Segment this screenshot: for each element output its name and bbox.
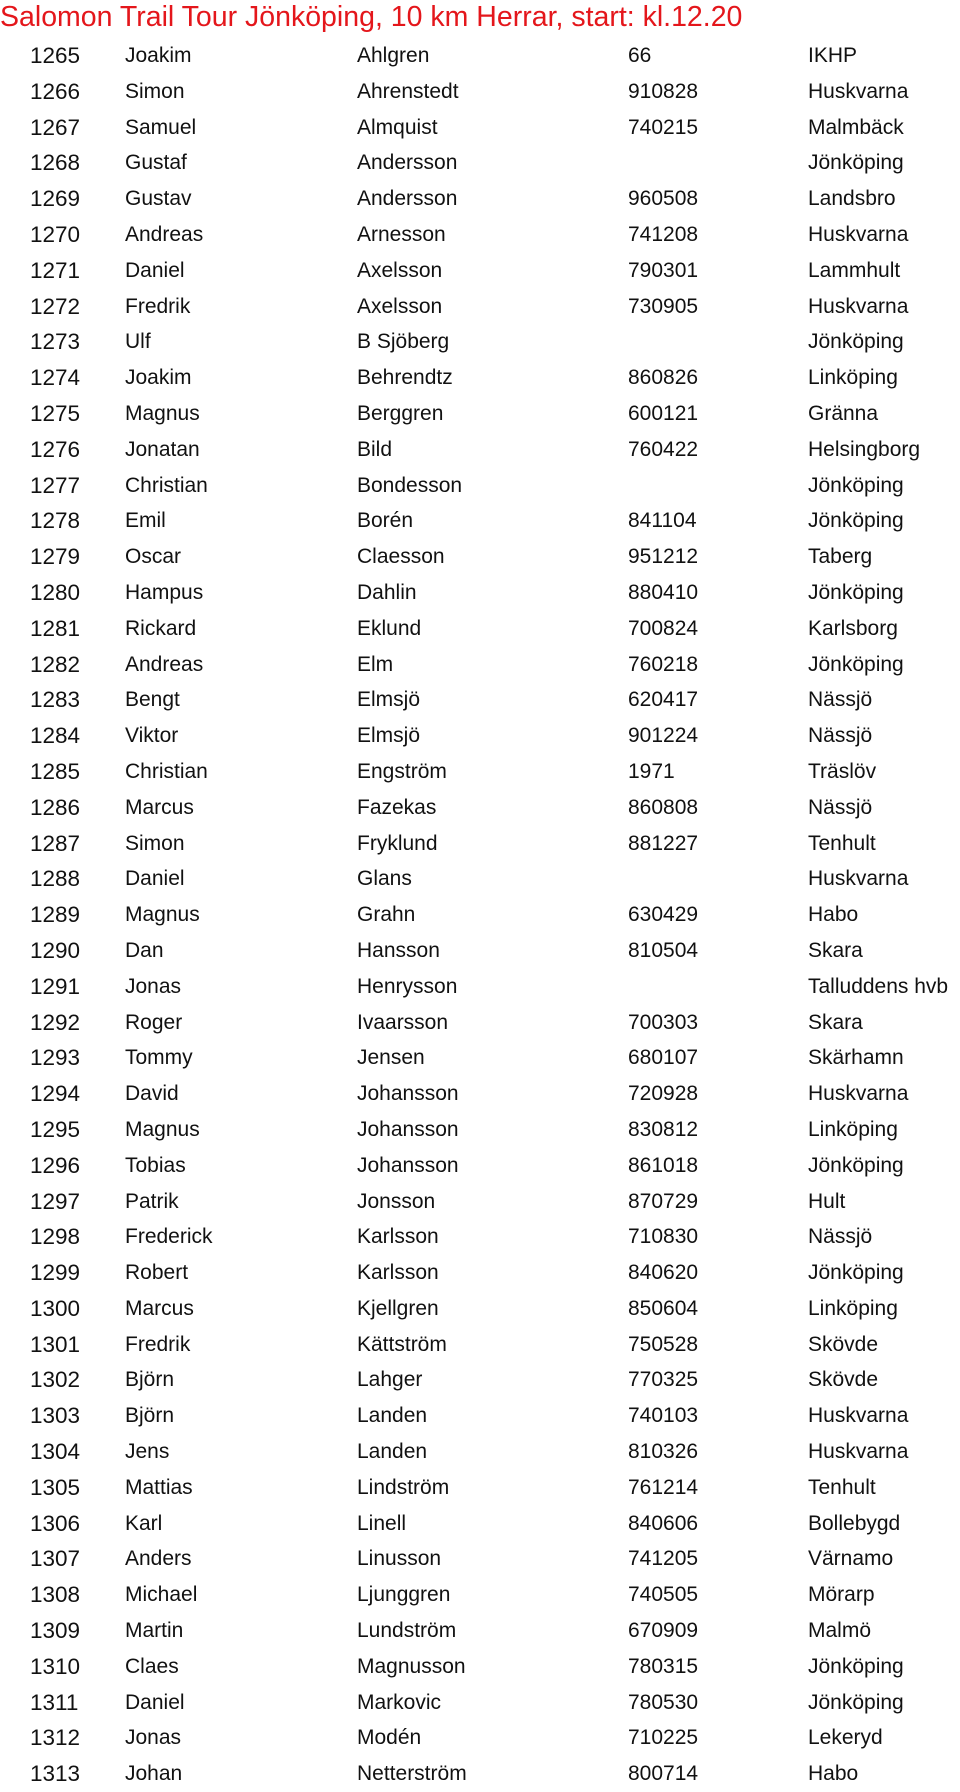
start-number: 1293 [30, 1045, 81, 1071]
participant-row [0, 861, 960, 897]
last-name: Dahlin [357, 580, 417, 604]
birth-date: 780530 [628, 1690, 699, 1714]
last-name: Johansson [357, 1117, 459, 1141]
last-name: Berggren [357, 401, 444, 425]
birth-date: 840606 [628, 1511, 699, 1535]
first-name: Hampus [125, 580, 204, 604]
last-name: Kjellgren [357, 1296, 439, 1320]
start-number: 1302 [30, 1367, 81, 1393]
club-name: Nässjö [808, 795, 873, 819]
participant-row [0, 289, 960, 325]
start-number: 1270 [30, 221, 81, 247]
participant-row [0, 969, 960, 1005]
first-name: Fredrik [125, 1332, 191, 1356]
last-name: Jensen [357, 1046, 425, 1070]
birth-date: 741205 [628, 1547, 699, 1571]
club-name: Skara [808, 1010, 863, 1034]
start-number: 1298 [30, 1224, 81, 1250]
birth-date: 880410 [628, 580, 699, 604]
club-name: Skövde [808, 1332, 879, 1356]
birth-date: 790301 [628, 258, 699, 282]
participant-row [0, 718, 960, 754]
first-name: Jonas [125, 1726, 182, 1750]
birth-date: 620417 [628, 688, 699, 712]
first-name: Fredrik [125, 294, 191, 318]
last-name: Johansson [357, 1082, 459, 1106]
club-name: Träslöv [808, 759, 877, 783]
first-name: Claes [125, 1654, 179, 1678]
start-number: 1313 [30, 1761, 81, 1787]
participant-row [0, 1649, 960, 1685]
club-name: Linköping [808, 366, 898, 390]
participant-row [0, 1112, 960, 1148]
first-name: Jonatan [125, 437, 200, 461]
first-name: Bengt [125, 688, 180, 712]
last-name: Ahrenstedt [357, 79, 459, 103]
club-name: Jönköping [808, 1153, 904, 1177]
club-name: Habo [808, 1762, 859, 1786]
club-name: Jönköping [808, 473, 904, 497]
last-name: Elmsjö [357, 688, 421, 712]
last-name: Claesson [357, 545, 445, 569]
club-name: Nässjö [808, 1225, 873, 1249]
last-name: Landen [357, 1440, 428, 1464]
start-number: 1308 [30, 1582, 81, 1608]
first-name: Roger [125, 1010, 183, 1034]
club-name: Huskvarna [808, 867, 909, 891]
start-number: 1282 [30, 651, 81, 677]
last-name: Karlsson [357, 1261, 439, 1285]
club-name: Jönköping [808, 330, 904, 354]
birth-date: 881227 [628, 831, 699, 855]
participant-list [0, 38, 960, 1792]
last-name: Netterström [357, 1762, 467, 1786]
club-name: Jönköping [808, 1261, 904, 1285]
club-name: Skärhamn [808, 1046, 904, 1070]
club-name: Huskvarna [808, 222, 909, 246]
start-number: 1276 [30, 436, 81, 462]
start-number: 1303 [30, 1403, 81, 1429]
start-number: 1299 [30, 1260, 81, 1286]
start-number: 1267 [30, 114, 81, 140]
participant-row [0, 826, 960, 862]
participant-row [0, 682, 960, 718]
first-name: Martin [125, 1619, 184, 1643]
club-name: Gränna [808, 401, 879, 425]
last-name: B Sjöberg [357, 330, 450, 354]
last-name: Ljunggren [357, 1583, 451, 1607]
start-number: 1278 [30, 508, 81, 534]
participant-row [0, 575, 960, 611]
last-name: Almquist [357, 115, 438, 139]
last-name: Johansson [357, 1153, 459, 1177]
participant-row [0, 1685, 960, 1721]
club-name: Jönköping [808, 652, 904, 676]
first-name: Andreas [125, 222, 204, 246]
birth-date: 810326 [628, 1440, 699, 1464]
club-name: Skara [808, 938, 863, 962]
last-name: Borén [357, 509, 414, 533]
birth-date: 750528 [628, 1332, 699, 1356]
start-number: 1296 [30, 1152, 81, 1178]
first-name: Simon [125, 831, 185, 855]
start-number: 1294 [30, 1081, 81, 1107]
last-name: Modén [357, 1726, 422, 1750]
birth-date: 810504 [628, 938, 699, 962]
participant-row [0, 396, 960, 432]
first-name: Rickard [125, 616, 197, 640]
start-number: 1280 [30, 579, 81, 605]
last-name: Engström [357, 759, 447, 783]
participant-row [0, 1613, 960, 1649]
last-name: Lindström [357, 1475, 450, 1499]
first-name: Christian [125, 473, 208, 497]
birth-date: 710225 [628, 1726, 699, 1750]
first-name: David [125, 1082, 179, 1106]
first-name: Karl [125, 1511, 163, 1535]
birth-date: 680107 [628, 1046, 699, 1070]
participant-row [0, 897, 960, 933]
participant-row [0, 324, 960, 360]
start-number: 1283 [30, 687, 81, 713]
start-number: 1288 [30, 866, 81, 892]
last-name: Elmsjö [357, 724, 421, 748]
participant-row [0, 1541, 960, 1577]
start-number: 1272 [30, 293, 81, 319]
first-name: Magnus [125, 903, 200, 927]
start-number: 1268 [30, 150, 81, 176]
start-number: 1311 [30, 1689, 79, 1715]
start-number: 1304 [30, 1439, 81, 1465]
first-name: Björn [125, 1368, 175, 1392]
first-name: Dan [125, 938, 164, 962]
start-number: 1284 [30, 723, 81, 749]
club-name: Huskvarna [808, 1404, 909, 1428]
birth-date: 600121 [628, 401, 699, 425]
club-name: Huskvarna [808, 294, 909, 318]
participant-row [0, 253, 960, 289]
participant-row [0, 1148, 960, 1184]
birth-date: 770325 [628, 1368, 699, 1392]
last-name: Andersson [357, 151, 458, 175]
birth-date: 910828 [628, 79, 699, 103]
participant-row [0, 1506, 960, 1542]
first-name: Gustav [125, 187, 192, 211]
club-name: Helsingborg [808, 437, 921, 461]
first-name: Patrik [125, 1189, 179, 1213]
start-number: 1277 [30, 472, 81, 498]
start-number: 1297 [30, 1188, 81, 1214]
club-name: Huskvarna [808, 79, 909, 103]
club-name: Taberg [808, 545, 873, 569]
participant-row [0, 1756, 960, 1792]
club-name: Jönköping [808, 1654, 904, 1678]
start-number: 1279 [30, 544, 81, 570]
club-name: Huskvarna [808, 1082, 909, 1106]
birth-date: 760218 [628, 652, 699, 676]
club-name: Tenhult [808, 831, 876, 855]
birth-date: 66 [628, 44, 652, 67]
birth-date: 670909 [628, 1619, 699, 1643]
first-name: Christian [125, 759, 208, 783]
birth-date: 780315 [628, 1654, 699, 1678]
participant-row [0, 754, 960, 790]
club-name: Värnamo [808, 1547, 894, 1571]
last-name: Ahlgren [357, 44, 430, 67]
start-number: 1274 [30, 365, 81, 391]
club-name: Jönköping [808, 580, 904, 604]
participant-row [0, 110, 960, 146]
last-name: Grahn [357, 903, 416, 927]
birth-date: 860808 [628, 795, 699, 819]
last-name: Lahger [357, 1368, 423, 1392]
participant-row [0, 1184, 960, 1220]
start-number: 1301 [30, 1331, 81, 1357]
last-name: Bild [357, 437, 393, 461]
last-name: Henrysson [357, 974, 458, 998]
start-number: 1295 [30, 1116, 81, 1142]
first-name: Gustaf [125, 151, 187, 175]
club-name: Malmö [808, 1619, 872, 1643]
last-name: Axelsson [357, 258, 443, 282]
club-name: Huskvarna [808, 1440, 909, 1464]
participant-row [0, 145, 960, 181]
last-name: Linell [357, 1511, 407, 1535]
last-name: Linusson [357, 1547, 442, 1571]
first-name: Robert [125, 1261, 189, 1285]
birth-date: 840620 [628, 1261, 699, 1285]
last-name: Jonsson [357, 1189, 436, 1213]
birth-date: 861018 [628, 1153, 699, 1177]
birth-date: 761214 [628, 1475, 699, 1499]
participant-row [0, 1076, 960, 1112]
first-name: Mattias [125, 1475, 193, 1499]
club-name: Talluddens hvb [808, 974, 949, 998]
participant-row [0, 790, 960, 826]
last-name: Ivaarsson [357, 1010, 449, 1034]
last-name: Hansson [357, 938, 440, 962]
last-name: Eklund [357, 616, 422, 640]
participant-row [0, 1005, 960, 1041]
first-name: Joakim [125, 44, 192, 67]
start-number: 1275 [30, 400, 81, 426]
start-number: 1273 [30, 329, 81, 355]
club-name: Jönköping [808, 509, 904, 533]
first-name: Daniel [125, 867, 185, 891]
first-name: Magnus [125, 401, 200, 425]
participant-row [0, 1291, 960, 1327]
participant-row [0, 432, 960, 468]
participant-row [0, 933, 960, 969]
club-name: Nässjö [808, 724, 873, 748]
participant-row [0, 1255, 960, 1291]
club-name: Hult [808, 1189, 846, 1213]
first-name: Michael [125, 1583, 198, 1607]
club-name: Tenhult [808, 1475, 876, 1499]
birth-date: 841104 [628, 509, 697, 533]
birth-date: 830812 [628, 1117, 699, 1141]
club-name: Lekeryd [808, 1726, 883, 1750]
participant-row [0, 217, 960, 253]
birth-date: 860826 [628, 366, 699, 390]
participant-row [0, 611, 960, 647]
first-name: Marcus [125, 1296, 194, 1320]
first-name: Ulf [125, 330, 151, 354]
club-name: Nässjö [808, 688, 873, 712]
last-name: Bondesson [357, 473, 463, 497]
start-number: 1300 [30, 1295, 81, 1321]
birth-date: 960508 [628, 187, 699, 211]
first-name: Tommy [125, 1046, 193, 1070]
first-name: Björn [125, 1404, 175, 1428]
first-name: Jens [125, 1440, 170, 1464]
start-number: 1265 [30, 43, 81, 68]
club-name: Skövde [808, 1368, 879, 1392]
participant-row [0, 1398, 960, 1434]
birth-date: 870729 [628, 1189, 699, 1213]
club-name: Malmbäck [808, 115, 904, 139]
club-name: Mörarp [808, 1583, 875, 1607]
club-name: Landsbro [808, 187, 896, 211]
birth-date: 730905 [628, 294, 699, 318]
last-name: Fazekas [357, 795, 437, 819]
first-name: Daniel [125, 1690, 185, 1714]
club-name: Linköping [808, 1296, 898, 1320]
start-number: 1306 [30, 1510, 81, 1536]
start-number: 1290 [30, 937, 81, 963]
start-number: 1269 [30, 186, 81, 212]
first-name: Oscar [125, 545, 182, 569]
birth-date: 700824 [628, 616, 699, 640]
birth-date: 740215 [628, 115, 699, 139]
club-name: Linköping [808, 1117, 898, 1141]
last-name: Andersson [357, 187, 458, 211]
participant-row [0, 1040, 960, 1076]
club-name: Bollebygd [808, 1511, 901, 1535]
last-name: Elm [357, 652, 394, 676]
participant-row [0, 1219, 960, 1255]
start-number: 1292 [30, 1009, 81, 1035]
birth-date: 700303 [628, 1010, 699, 1034]
participant-row [0, 468, 960, 504]
last-name: Glans [357, 867, 412, 891]
page-title: Salomon Trail Tour Jönköping, 10 km Herrar, start: kl.12.20 [0, 1, 743, 33]
last-name: Fryklund [357, 831, 438, 855]
participant-row [0, 539, 960, 575]
club-name: Habo [808, 903, 859, 927]
participant-row [0, 1720, 960, 1756]
participant-row [0, 74, 960, 110]
club-name: IKHP [808, 44, 858, 67]
last-name: Lundström [357, 1619, 457, 1643]
last-name: Magnusson [357, 1654, 466, 1678]
start-number: 1309 [30, 1618, 81, 1644]
first-name: Joakim [125, 366, 192, 390]
participant-row [0, 503, 960, 539]
birth-date: 720928 [628, 1082, 699, 1106]
participant-row [0, 38, 960, 74]
first-name: Magnus [125, 1117, 200, 1141]
start-number: 1291 [30, 973, 81, 999]
first-name: Frederick [125, 1225, 213, 1249]
birth-date: 630429 [628, 903, 699, 927]
start-number: 1271 [30, 257, 81, 283]
birth-date: 710830 [628, 1225, 699, 1249]
participant-row [0, 647, 960, 683]
start-number: 1289 [30, 902, 81, 928]
participant-row [0, 360, 960, 396]
first-name: Samuel [125, 115, 197, 139]
first-name: Tobias [125, 1153, 186, 1177]
participant-row [0, 181, 960, 217]
participant-row [0, 1470, 960, 1506]
birth-date: 1971 [628, 759, 675, 783]
birth-date: 760422 [628, 437, 699, 461]
last-name: Karlsson [357, 1225, 439, 1249]
last-name: Landen [357, 1404, 428, 1428]
club-name: Jönköping [808, 151, 904, 175]
birth-date: 901224 [628, 724, 699, 748]
start-number: 1266 [30, 78, 81, 104]
first-name: Marcus [125, 795, 194, 819]
birth-date: 951212 [628, 545, 699, 569]
start-number: 1286 [30, 794, 81, 820]
start-number: 1305 [30, 1474, 81, 1500]
start-number: 1285 [30, 758, 81, 784]
first-name: Johan [125, 1762, 183, 1786]
club-name: Lammhult [808, 258, 901, 282]
birth-date: 740103 [628, 1404, 699, 1428]
participant-row [0, 1362, 960, 1398]
first-name: Andreas [125, 652, 204, 676]
first-name: Emil [125, 509, 166, 533]
first-name: Anders [125, 1547, 192, 1571]
participant-row [0, 1327, 960, 1363]
participant-row [0, 1434, 960, 1470]
start-number: 1310 [30, 1653, 81, 1679]
last-name: Axelsson [357, 294, 443, 318]
first-name: Daniel [125, 258, 185, 282]
birth-date: 740505 [628, 1583, 699, 1607]
start-number: 1307 [30, 1546, 81, 1572]
last-name: Kättström [357, 1332, 447, 1356]
club-name: Karlsborg [808, 616, 898, 640]
birth-date: 800714 [628, 1762, 699, 1786]
last-name: Markovic [357, 1690, 442, 1714]
birth-date: 850604 [628, 1296, 699, 1320]
birth-date: 741208 [628, 222, 699, 246]
first-name: Jonas [125, 974, 182, 998]
last-name: Behrendtz [357, 366, 453, 390]
first-name: Viktor [125, 724, 179, 748]
club-name: Jönköping [808, 1690, 904, 1714]
start-number: 1281 [30, 615, 81, 641]
participant-row [0, 1577, 960, 1613]
first-name: Simon [125, 79, 185, 103]
last-name: Arnesson [357, 222, 446, 246]
start-number: 1312 [30, 1725, 81, 1751]
start-number: 1287 [30, 830, 81, 856]
